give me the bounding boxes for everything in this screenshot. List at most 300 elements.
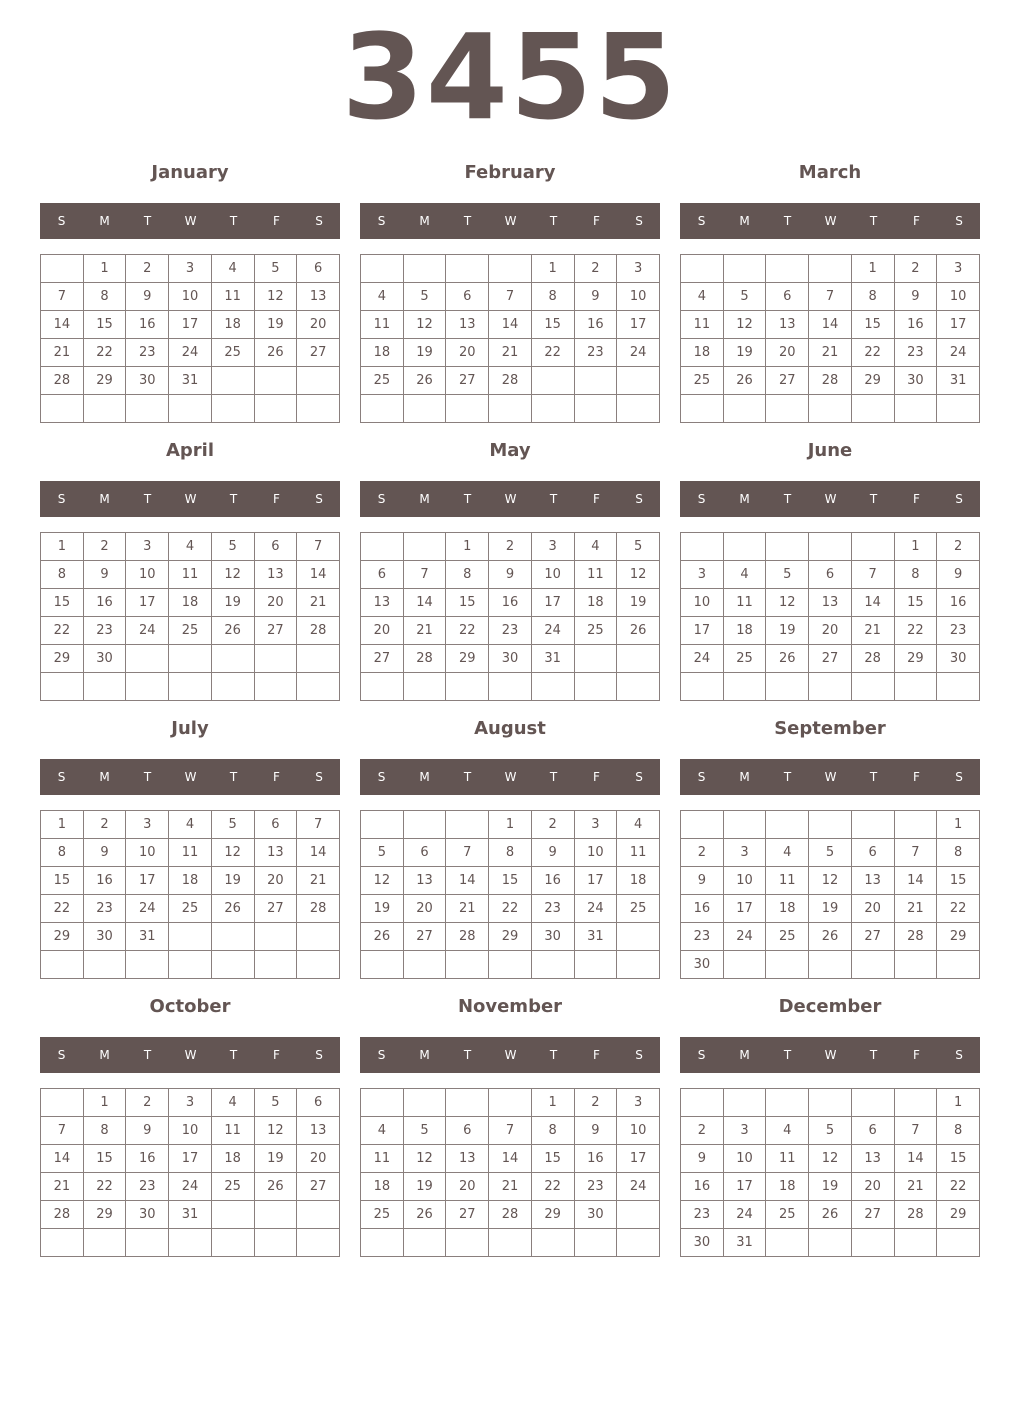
day-cell: 22 [83, 339, 126, 367]
weekday-label: T [869, 770, 878, 784]
month-name: April [165, 440, 215, 461]
day-cell: 10 [169, 283, 212, 311]
month-may [360, 436, 660, 706]
day-cell: 24 [723, 1201, 766, 1229]
day-cell: 12 [254, 283, 297, 311]
day-cell: 18 [361, 339, 404, 367]
weekday-label: W [184, 770, 197, 784]
empty-day-cell [446, 673, 489, 701]
day-cell: 10 [169, 1117, 212, 1145]
day-cell: 13 [809, 589, 852, 617]
day-cell: 1 [41, 533, 84, 561]
month-name: July [171, 718, 209, 739]
day-cell: 9 [83, 839, 126, 867]
day-cell: 12 [211, 561, 254, 589]
day-cell: 20 [403, 895, 446, 923]
empty-day-cell [681, 255, 724, 283]
day-cell: 26 [254, 1173, 297, 1201]
weekday-label: F [913, 1048, 920, 1062]
day-cell: 14 [297, 839, 340, 867]
day-cell: 27 [446, 367, 489, 395]
week-row [681, 1229, 980, 1257]
day-cell: 16 [894, 311, 937, 339]
day-grid [680, 532, 980, 701]
empty-day-cell [574, 1229, 617, 1257]
week-row [681, 617, 980, 645]
day-cell: 29 [83, 367, 126, 395]
day-cell: 20 [809, 617, 852, 645]
day-cell: 16 [574, 311, 617, 339]
week-row [41, 673, 340, 701]
day-cell: 14 [894, 1145, 937, 1173]
day-cell: 14 [809, 311, 852, 339]
day-cell: 6 [297, 1089, 340, 1117]
week-row [681, 1117, 980, 1145]
day-cell: 20 [851, 895, 894, 923]
weekday-label: W [824, 214, 837, 228]
day-cell: 7 [297, 533, 340, 561]
empty-day-cell [809, 1229, 852, 1257]
day-cell: 29 [531, 1201, 574, 1229]
day-cell: 2 [83, 811, 126, 839]
day-cell: 5 [403, 1117, 446, 1145]
day-grid [40, 254, 340, 423]
day-cell: 7 [403, 561, 446, 589]
weekday-label: M [739, 1048, 750, 1062]
day-cell: 15 [531, 311, 574, 339]
empty-day-cell [809, 673, 852, 701]
empty-day-cell [41, 951, 84, 979]
day-cell: 14 [894, 867, 937, 895]
day-cell: 4 [681, 283, 724, 311]
day-cell: 30 [83, 923, 126, 951]
week-row [41, 617, 340, 645]
week-row [41, 1201, 340, 1229]
day-cell: 4 [211, 255, 254, 283]
week-row [361, 1145, 660, 1173]
empty-day-cell [617, 645, 660, 673]
day-cell: 7 [809, 283, 852, 311]
day-cell: 13 [446, 1145, 489, 1173]
empty-day-cell [361, 951, 404, 979]
empty-day-cell [851, 951, 894, 979]
day-cell: 13 [297, 1117, 340, 1145]
empty-day-cell [211, 395, 254, 423]
day-cell: 6 [446, 283, 489, 311]
day-cell: 11 [211, 283, 254, 311]
day-cell: 23 [574, 339, 617, 367]
day-cell: 6 [766, 283, 809, 311]
weekday-label: S [315, 214, 323, 228]
empty-day-cell [723, 533, 766, 561]
day-cell: 20 [297, 1145, 340, 1173]
day-cell: 21 [446, 895, 489, 923]
day-cell: 7 [894, 1117, 937, 1145]
weekday-label: T [549, 214, 558, 228]
weekday-label: T [869, 214, 878, 228]
day-cell: 8 [937, 839, 980, 867]
day-cell: 19 [403, 339, 446, 367]
day-cell: 27 [403, 923, 446, 951]
empty-day-cell [254, 1201, 297, 1229]
day-cell: 4 [211, 1089, 254, 1117]
day-cell: 26 [361, 923, 404, 951]
day-cell: 24 [169, 1173, 212, 1201]
day-cell: 3 [937, 255, 980, 283]
empty-day-cell [531, 395, 574, 423]
weekday-label: S [377, 214, 386, 228]
day-grid [680, 254, 980, 423]
day-cell: 9 [681, 1145, 724, 1173]
empty-day-cell [169, 395, 212, 423]
empty-day-cell [851, 395, 894, 423]
day-cell: 2 [894, 255, 937, 283]
day-cell: 18 [766, 895, 809, 923]
day-cell: 22 [489, 895, 532, 923]
day-cell: 30 [531, 923, 574, 951]
day-cell: 23 [83, 895, 126, 923]
day-cell: 19 [617, 589, 660, 617]
day-cell: 21 [297, 589, 340, 617]
empty-day-cell [297, 673, 340, 701]
month-name: October [149, 996, 231, 1017]
day-cell: 8 [489, 839, 532, 867]
day-cell: 27 [766, 367, 809, 395]
day-cell: 25 [574, 617, 617, 645]
day-cell: 18 [617, 867, 660, 895]
empty-day-cell [169, 673, 212, 701]
week-row [681, 395, 980, 423]
day-cell: 12 [766, 589, 809, 617]
day-cell: 6 [254, 533, 297, 561]
empty-day-cell [851, 533, 894, 561]
week-row [681, 673, 980, 701]
day-cell: 8 [83, 283, 126, 311]
weekday-label: S [377, 492, 386, 506]
empty-day-cell [446, 951, 489, 979]
day-cell: 23 [83, 617, 126, 645]
day-cell: 10 [531, 561, 574, 589]
empty-day-cell [851, 1229, 894, 1257]
day-cell: 27 [297, 339, 340, 367]
day-cell: 21 [489, 1173, 532, 1201]
day-cell: 16 [126, 1145, 169, 1173]
week-row [41, 1173, 340, 1201]
day-cell: 14 [403, 589, 446, 617]
week-row [361, 311, 660, 339]
empty-day-cell [766, 395, 809, 423]
day-grid [40, 532, 340, 701]
empty-day-cell [809, 951, 852, 979]
weekday-label: F [913, 770, 920, 784]
day-cell: 30 [681, 1229, 724, 1257]
empty-day-cell [169, 951, 212, 979]
day-cell: 5 [809, 1117, 852, 1145]
day-cell: 23 [574, 1173, 617, 1201]
empty-day-cell [297, 951, 340, 979]
day-cell: 3 [169, 1089, 212, 1117]
day-cell: 20 [446, 1173, 489, 1201]
empty-day-cell [809, 1089, 852, 1117]
day-cell: 3 [617, 255, 660, 283]
day-cell: 20 [361, 617, 404, 645]
week-row [681, 1089, 980, 1117]
day-cell: 1 [83, 255, 126, 283]
empty-day-cell [83, 673, 126, 701]
day-cell: 30 [83, 645, 126, 673]
day-cell: 18 [681, 339, 724, 367]
weekday-label: S [377, 1048, 386, 1062]
day-cell: 10 [681, 589, 724, 617]
day-cell: 25 [361, 1201, 404, 1229]
empty-day-cell [809, 533, 852, 561]
day-cell: 18 [211, 1145, 254, 1173]
week-row [41, 1229, 340, 1257]
day-cell: 3 [723, 839, 766, 867]
empty-day-cell [41, 395, 84, 423]
day-cell: 10 [617, 1117, 660, 1145]
day-cell: 11 [361, 1145, 404, 1173]
weekday-label: T [229, 1048, 238, 1062]
weekday-label: M [99, 492, 110, 506]
week-row [361, 1229, 660, 1257]
week-row [681, 589, 980, 617]
day-cell: 12 [809, 867, 852, 895]
empty-day-cell [766, 1229, 809, 1257]
day-cell: 20 [254, 867, 297, 895]
day-cell: 3 [531, 533, 574, 561]
day-cell: 30 [894, 367, 937, 395]
empty-day-cell [489, 673, 532, 701]
empty-day-cell [211, 673, 254, 701]
day-cell: 24 [723, 923, 766, 951]
day-cell: 12 [361, 867, 404, 895]
week-row [681, 811, 980, 839]
empty-day-cell [489, 395, 532, 423]
weekday-label: F [273, 492, 280, 506]
day-cell: 17 [723, 895, 766, 923]
day-cell: 30 [126, 367, 169, 395]
day-cell: 25 [617, 895, 660, 923]
empty-day-cell [617, 367, 660, 395]
month-name: December [778, 996, 882, 1017]
week-row [41, 255, 340, 283]
empty-day-cell [211, 1201, 254, 1229]
weekday-label: S [57, 1048, 66, 1062]
week-row [681, 1173, 980, 1201]
weekday-header [680, 481, 980, 517]
empty-day-cell [169, 645, 212, 673]
day-cell: 5 [211, 811, 254, 839]
weekday-header [360, 759, 660, 795]
empty-day-cell [531, 1229, 574, 1257]
empty-day-cell [766, 533, 809, 561]
empty-day-cell [297, 923, 340, 951]
week-row [41, 645, 340, 673]
weekday-header [680, 759, 980, 795]
week-row [681, 561, 980, 589]
day-cell: 30 [574, 1201, 617, 1229]
empty-day-cell [766, 951, 809, 979]
day-cell: 18 [723, 617, 766, 645]
day-cell: 5 [403, 283, 446, 311]
day-cell: 21 [894, 895, 937, 923]
weekday-label: S [955, 1048, 963, 1062]
day-cell: 1 [83, 1089, 126, 1117]
day-cell: 29 [83, 1201, 126, 1229]
week-row [41, 951, 340, 979]
day-cell: 25 [169, 895, 212, 923]
weekday-label: W [824, 492, 837, 506]
weekday-label: S [635, 214, 643, 228]
day-cell: 4 [617, 811, 660, 839]
day-cell: 2 [83, 533, 126, 561]
empty-day-cell [809, 255, 852, 283]
day-cell: 31 [169, 1201, 212, 1229]
day-cell: 27 [809, 645, 852, 673]
day-cell: 13 [446, 311, 489, 339]
empty-day-cell [254, 951, 297, 979]
day-cell: 2 [681, 839, 724, 867]
day-cell: 24 [126, 617, 169, 645]
month-october [40, 992, 340, 1262]
day-cell: 28 [894, 923, 937, 951]
day-cell: 31 [574, 923, 617, 951]
weekday-label: T [463, 770, 472, 784]
week-row [41, 589, 340, 617]
day-cell: 21 [41, 339, 84, 367]
day-cell: 8 [531, 1117, 574, 1145]
week-row [41, 367, 340, 395]
day-cell: 9 [531, 839, 574, 867]
weekday-label: T [463, 1048, 472, 1062]
day-cell: 4 [361, 1117, 404, 1145]
day-cell: 26 [809, 1201, 852, 1229]
day-cell: 12 [211, 839, 254, 867]
week-row [361, 367, 660, 395]
day-cell: 29 [894, 645, 937, 673]
week-row [681, 951, 980, 979]
day-grid [680, 810, 980, 979]
day-cell: 9 [937, 561, 980, 589]
empty-day-cell [574, 673, 617, 701]
month-november [360, 992, 660, 1262]
day-cell: 12 [254, 1117, 297, 1145]
empty-day-cell [937, 951, 980, 979]
weekday-label: S [377, 770, 386, 784]
day-cell: 28 [894, 1201, 937, 1229]
empty-day-cell [361, 533, 404, 561]
day-cell: 2 [126, 255, 169, 283]
day-cell: 22 [446, 617, 489, 645]
weekday-header [360, 481, 660, 517]
day-cell: 4 [574, 533, 617, 561]
weekday-label: T [549, 492, 558, 506]
day-cell: 10 [126, 561, 169, 589]
day-cell: 19 [403, 1173, 446, 1201]
day-cell: 8 [851, 283, 894, 311]
day-cell: 14 [41, 1145, 84, 1173]
day-cell: 20 [851, 1173, 894, 1201]
day-cell: 19 [766, 617, 809, 645]
empty-day-cell [361, 395, 404, 423]
day-cell: 13 [766, 311, 809, 339]
empty-day-cell [681, 811, 724, 839]
day-cell: 4 [723, 561, 766, 589]
day-cell: 19 [254, 311, 297, 339]
empty-day-cell [361, 673, 404, 701]
empty-day-cell [809, 811, 852, 839]
empty-day-cell [937, 673, 980, 701]
empty-day-cell [403, 395, 446, 423]
day-cell: 13 [851, 1145, 894, 1173]
day-cell: 5 [211, 533, 254, 561]
day-cell: 11 [617, 839, 660, 867]
day-cell: 2 [126, 1089, 169, 1117]
empty-day-cell [83, 1229, 126, 1257]
day-cell: 23 [126, 339, 169, 367]
week-row [41, 839, 340, 867]
month-september [680, 714, 980, 984]
day-cell: 5 [361, 839, 404, 867]
empty-day-cell [723, 951, 766, 979]
weekday-label: T [783, 214, 792, 228]
day-cell: 19 [211, 589, 254, 617]
weekday-label: M [739, 492, 750, 506]
empty-day-cell [894, 673, 937, 701]
day-cell: 24 [681, 645, 724, 673]
empty-day-cell [894, 951, 937, 979]
day-cell: 5 [766, 561, 809, 589]
day-cell: 9 [489, 561, 532, 589]
week-row [361, 1117, 660, 1145]
day-cell: 11 [766, 1145, 809, 1173]
day-cell: 24 [126, 895, 169, 923]
day-cell: 3 [169, 255, 212, 283]
empty-day-cell [617, 673, 660, 701]
day-cell: 8 [937, 1117, 980, 1145]
weekday-label: S [635, 770, 643, 784]
day-cell: 24 [617, 339, 660, 367]
weekday-label: F [593, 1048, 600, 1062]
day-cell: 7 [489, 283, 532, 311]
week-row [361, 839, 660, 867]
empty-day-cell [723, 395, 766, 423]
week-row [41, 1145, 340, 1173]
day-cell: 24 [937, 339, 980, 367]
day-cell: 23 [531, 895, 574, 923]
day-cell: 21 [809, 339, 852, 367]
day-cell: 9 [126, 283, 169, 311]
weekday-label: T [783, 770, 792, 784]
empty-day-cell [169, 923, 212, 951]
empty-day-cell [723, 1089, 766, 1117]
day-cell: 19 [809, 1173, 852, 1201]
day-cell: 28 [809, 367, 852, 395]
day-cell: 13 [254, 839, 297, 867]
day-cell: 1 [489, 811, 532, 839]
day-cell: 15 [937, 1145, 980, 1173]
week-row [361, 533, 660, 561]
empty-day-cell [41, 1089, 84, 1117]
weekday-label: T [869, 1048, 878, 1062]
day-cell: 28 [851, 645, 894, 673]
day-cell: 20 [446, 339, 489, 367]
day-cell: 27 [254, 617, 297, 645]
empty-day-cell [446, 1089, 489, 1117]
day-cell: 17 [531, 589, 574, 617]
week-row [361, 339, 660, 367]
